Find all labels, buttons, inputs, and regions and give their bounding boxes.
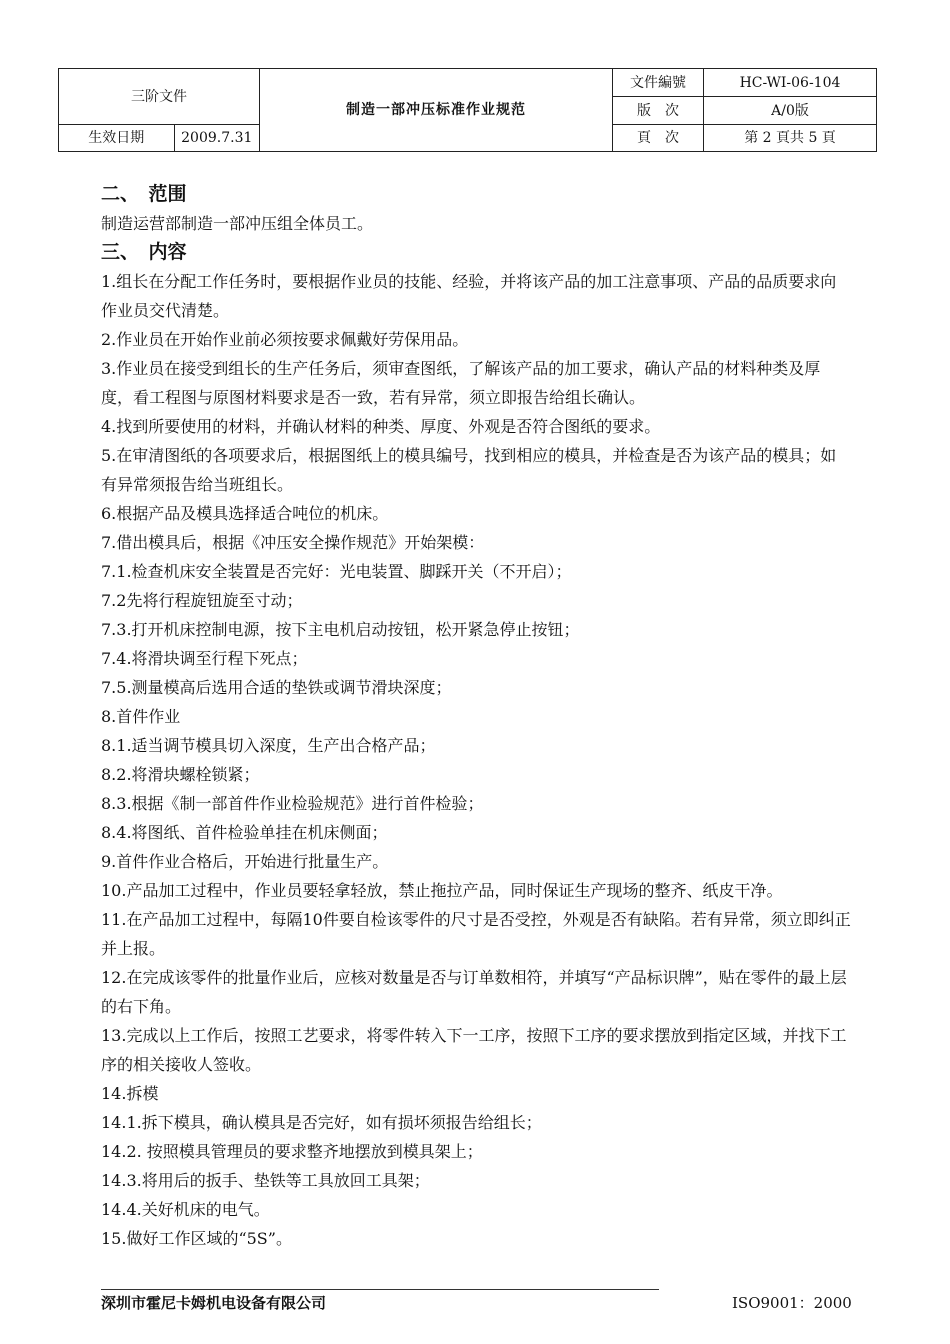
footer-divider — [101, 1289, 659, 1290]
doc-number-value: HC-WI-06-104 — [704, 69, 877, 97]
list-item: 5.在审清图纸的各项要求后，根据图纸上的模具编号，找到相应的模具，并检查是否为该产品的模具；如有异常须报告给当班组长。 — [101, 446, 837, 494]
list-item: 8.1.适当调节模具切入深度，生产出合格产品； — [101, 736, 436, 755]
list-item: 8.3.根据《制一部首件作业检验规范》进行首件检验； — [101, 794, 484, 813]
document-body — [101, 180, 851, 1253]
document-header-table — [58, 68, 877, 152]
list-item: 13.完成以上工作后，按照工艺要求，将零件转入下一工序，按照下工序的要求摆放到指定区域，并找下工序的相关接收人签收。 — [101, 1026, 847, 1074]
version-value: A/0版 — [704, 97, 877, 125]
effective-date-value: 2009.7.31 — [174, 125, 259, 152]
doc-number-label: 文件編號 — [613, 69, 704, 97]
list-item: 2.作业员在开始作业前必须按要求佩戴好劳保用品。 — [101, 330, 469, 349]
version-label: 版 次 — [613, 97, 704, 125]
list-item: 8.首件作业 — [101, 707, 181, 726]
list-item: 1.组长在分配工作任务时，要根据作业员的技能、经验，并将该产品的加工注意事项、产品的品质要求向作业员交代清楚。 — [101, 272, 837, 320]
document-tier: 三阶文件 — [59, 69, 260, 125]
list-item: 7.借出模具后，根据《冲压安全操作规范》开始架模： — [101, 533, 485, 552]
list-item: 10.产品加工过程中，作业员要轻拿轻放，禁止拖拉产品，同时保证生产现场的整齐、纸皮干净。 — [101, 881, 783, 900]
document-title: 制造一部冲压标准作业规范 — [260, 69, 613, 152]
list-item: 3.作业员在接受到组长的生产任务后，须审查图纸，了解该产品的加工要求，确认产品的材料种类及厚度，看工程图与原图材料要求是否一致，若有异常，须立即报告给组长确认。 — [101, 359, 821, 407]
footer-company: 深圳市霍尼卡姆机电设备有限公司 — [101, 1294, 327, 1312]
list-item: 4.找到所要使用的材料，并确认材料的种类、厚度、外观是否符合图纸的要求。 — [101, 417, 661, 436]
footer-standard: ISO9001：2000 — [732, 1294, 852, 1312]
list-item: 12.在完成该零件的批量作业后，应核对数量是否与订单数相符，并填写“产品标识牌”，贴在零件的最上层的右下角。 — [101, 968, 847, 1016]
section-heading-content: 三、 内容 — [101, 241, 187, 263]
list-item: 14.4.关好机床的电气。 — [101, 1200, 270, 1219]
list-item: 7.3.打开机床控制电源，按下主电机启动按钮，松开紧急停止按钮； — [101, 620, 580, 639]
list-item: 7.5.测量模高后选用合适的垫铁或调节滑块深度； — [101, 678, 452, 697]
scope-text: 制造运营部制造一部冲压组全体员工。 — [101, 214, 374, 233]
list-item: 14.1.拆下模具，确认模具是否完好，如有损坏须报告给组长； — [101, 1113, 542, 1132]
list-item: 8.2.将滑块螺栓锁紧； — [101, 765, 260, 784]
list-item: 11.在产品加工过程中，每隔10件要自检该零件的尺寸是否受控，外观是否有缺陷。若有异常，须立即纠正并上报。 — [101, 910, 851, 958]
effective-date-label: 生效日期 — [59, 125, 175, 152]
list-item: 14.拆模 — [101, 1084, 159, 1103]
list-item: 7.1.检查机床安全装置是否完好：光电装置、脚踩开关（不开启）； — [101, 562, 572, 581]
list-item: 14.2. 按照模具管理员的要求整齐地摆放到模具架上； — [101, 1142, 483, 1161]
list-item: 14.3.将用后的扳手、垫铁等工具放回工具架； — [101, 1171, 430, 1190]
page-value: 第 2 頁共 5 頁 — [704, 125, 877, 152]
list-item: 7.4.将滑块调至行程下死点； — [101, 649, 308, 668]
list-item: 9.首件作业合格后，开始进行批量生产。 — [101, 852, 389, 871]
page-label: 頁 次 — [613, 125, 704, 152]
list-item: 15.做好工作区域的“5S”。 — [101, 1229, 292, 1248]
section-heading-scope: 二、 范围 — [101, 183, 187, 205]
list-item: 7.2先将行程旋钮旋至寸动； — [101, 591, 303, 610]
list-item: 8.4.将图纸、首件检验单挂在机床侧面； — [101, 823, 388, 842]
list-item: 6.根据产品及模具选择适合吨位的机床。 — [101, 504, 389, 523]
